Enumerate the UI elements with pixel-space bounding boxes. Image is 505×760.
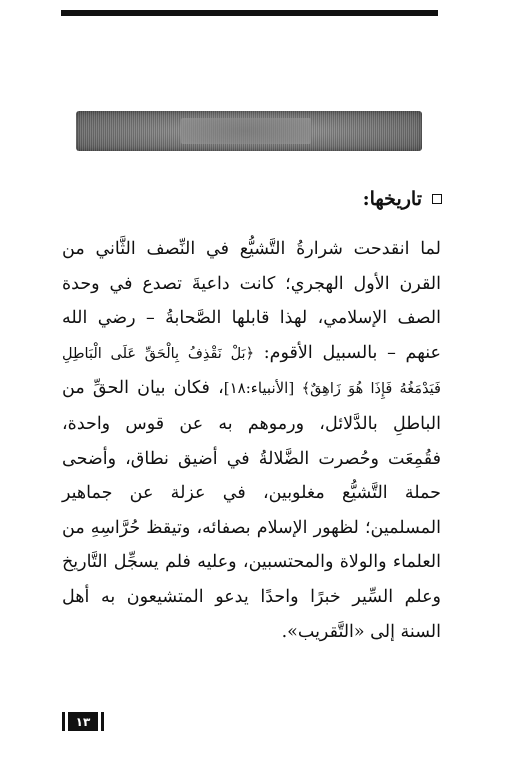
square-bullet-icon	[432, 194, 442, 204]
top-rule	[61, 10, 438, 16]
body-paragraph	[62, 232, 441, 649]
page-number-value: ١٣	[68, 712, 98, 731]
page-number-right-bar	[101, 712, 104, 731]
paragraph-part-2: ، فكان بيان الحقِّ من الباطلِ بالدَّلائل، ورموهم به عن قوس واحدة، فقُمِعَت وحُصرت الضَّلالةُ في أضيق نطاق، وأضحى حملة التَّشيُّع مغلوبين، في عزلة عن جماهير المسلمين؛ لظهور الإسلام بصفائه، وتيقظ حُرَّاسِهِ من العلماء والولاة والمحتسبين، وعليه فلم يسجِّل التَّاريخ وعلم السِّير خبرًا واحدًا يدعو المتشيعون به أهل السنة إلى «التَّقريب».	[62, 378, 441, 642]
page-number	[62, 712, 104, 731]
page-number-left-bar	[62, 712, 65, 731]
paragraph-part-1: لما انقدحت شرارةُ التَّشيُّع في النِّصف الثَّاني من القرن الأول الهجري؛ كانت داعيةَ تصدع في وحدة الصف الإسلامي، لهذا قابلها الصَّحابةُ – رضي الله عنهم – بالسبيل الأقوم:	[62, 239, 441, 363]
quran-verse: ﴿بَلْ نَقْذِفُ بِالْحَقِّ عَلَى الْبَاطِلِ فَيَدْمَغُهُ فَإِذَا هُوَ زَاهِقٌ﴾	[62, 345, 441, 398]
paragraph-text	[62, 232, 441, 649]
banner-center-shade	[181, 118, 311, 144]
section-heading	[363, 188, 442, 210]
chapter-banner	[76, 111, 422, 151]
section-heading-label: تاريخها:	[362, 188, 422, 210]
verse-reference: [الأنبياء:١٨]	[223, 379, 302, 398]
